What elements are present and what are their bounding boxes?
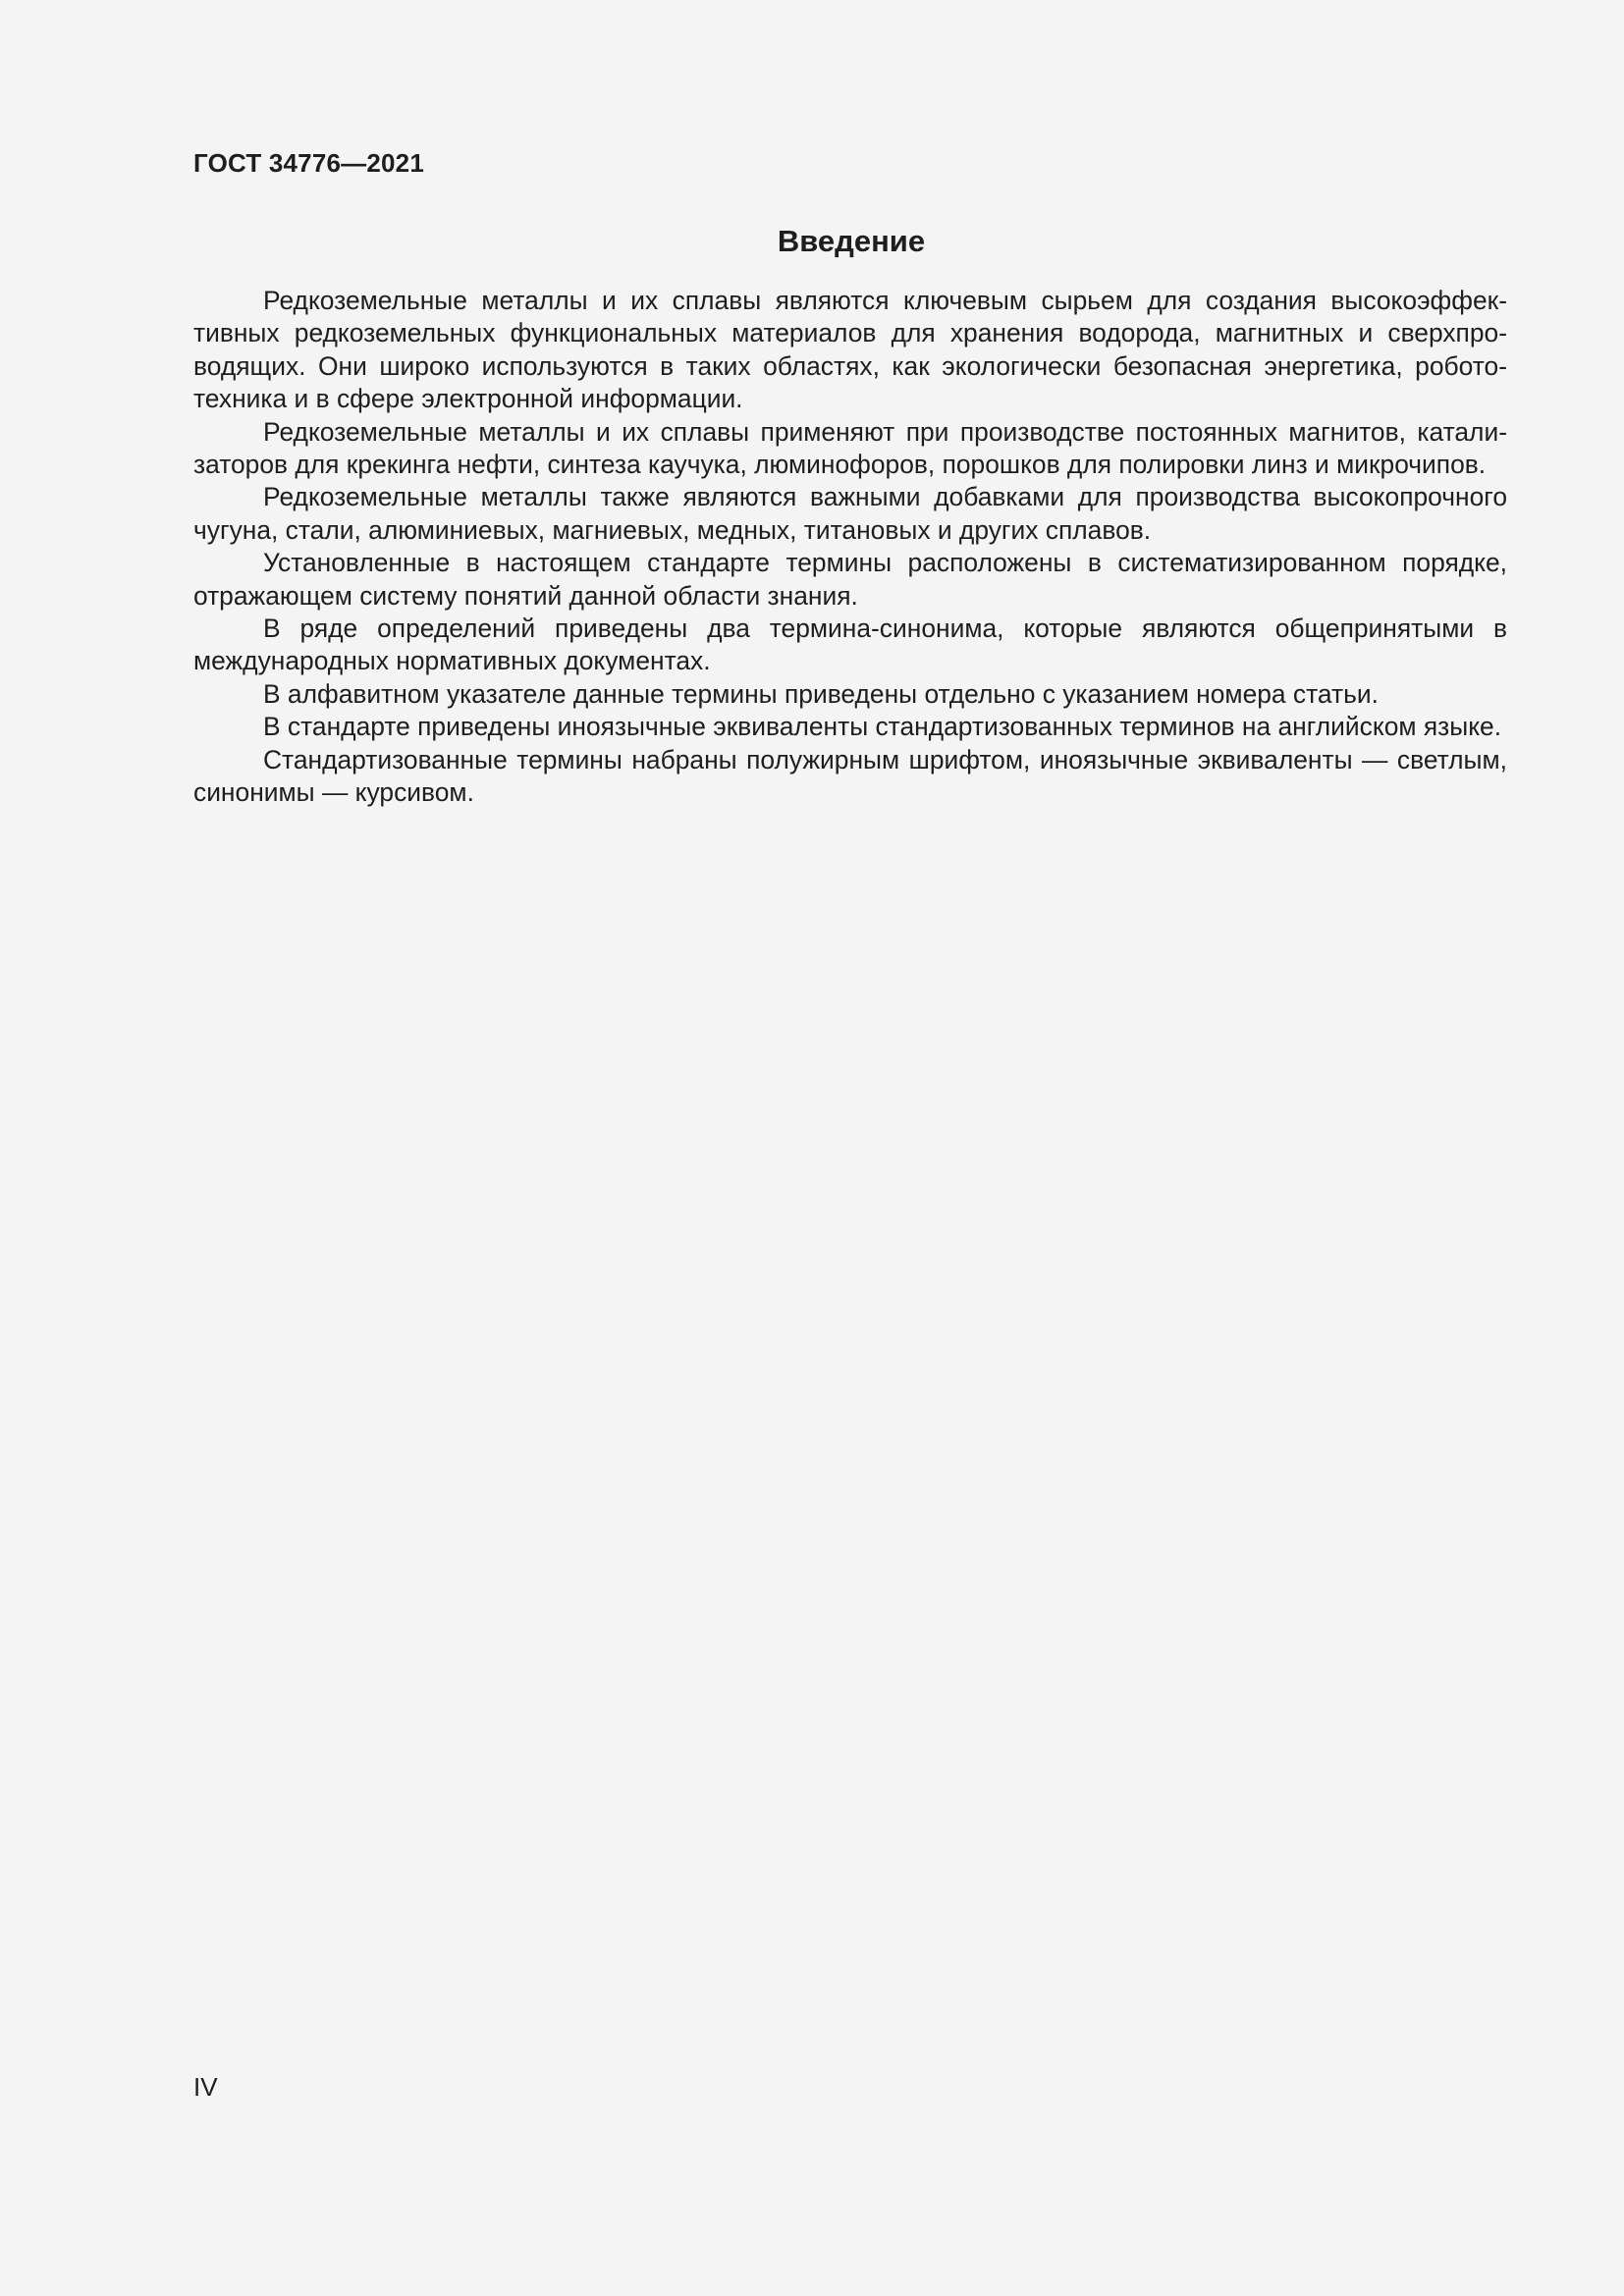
introduction-body (193, 285, 1507, 810)
paragraph: Редкоземельные металлы также являются важными добавками для производства высокопрочного чугуна, стали, алюминиевых, магниевых, медных, титановых и других сплавов. (193, 482, 1507, 545)
paragraph: Редкоземельные металлы и их сплавы являются ключевым сырьем для создания высокоэффективных редкоземельных функциональных материалов для хранения водорода, магнитных и сверхпроводящих. Они широко используются в таких областях, как экологически безопасная энергетика, робототехника и в сфере электронной информации. (193, 286, 1507, 414)
document-code: ГОСТ 34776—2021 (193, 148, 424, 178)
paragraph: Стандартизованные термины набраны полужирным шрифтом, иноязычные эквиваленты — светлым, синонимы — курсивом. (193, 744, 1507, 808)
paragraph: В алфавитном указателе данные термины приведены отдельно с указанием номера статьи. (263, 678, 1379, 709)
section-title: Введение (777, 224, 926, 258)
paragraph: В стандарте приведены иноязычные эквиваленты стандартизованных терминов на английском языке. (263, 712, 1502, 742)
paragraph: Установленные в настоящем стандарте термины расположены в систематизированном порядке, отражающем систему понятий данной области знания. (193, 548, 1507, 611)
paragraph: В ряде определений приведены два термина-синонима, которые являются общепринятыми в международных нормативных документах. (193, 614, 1507, 676)
page-number: IV (193, 2072, 218, 2102)
paragraph: Редкоземельные металлы и их сплавы применяют при производстве постоянных магнитов, катализаторов для крекинга нефти, синтеза каучука, люминофоров, порошков для полировки линз и микрочипов. (193, 416, 1507, 480)
